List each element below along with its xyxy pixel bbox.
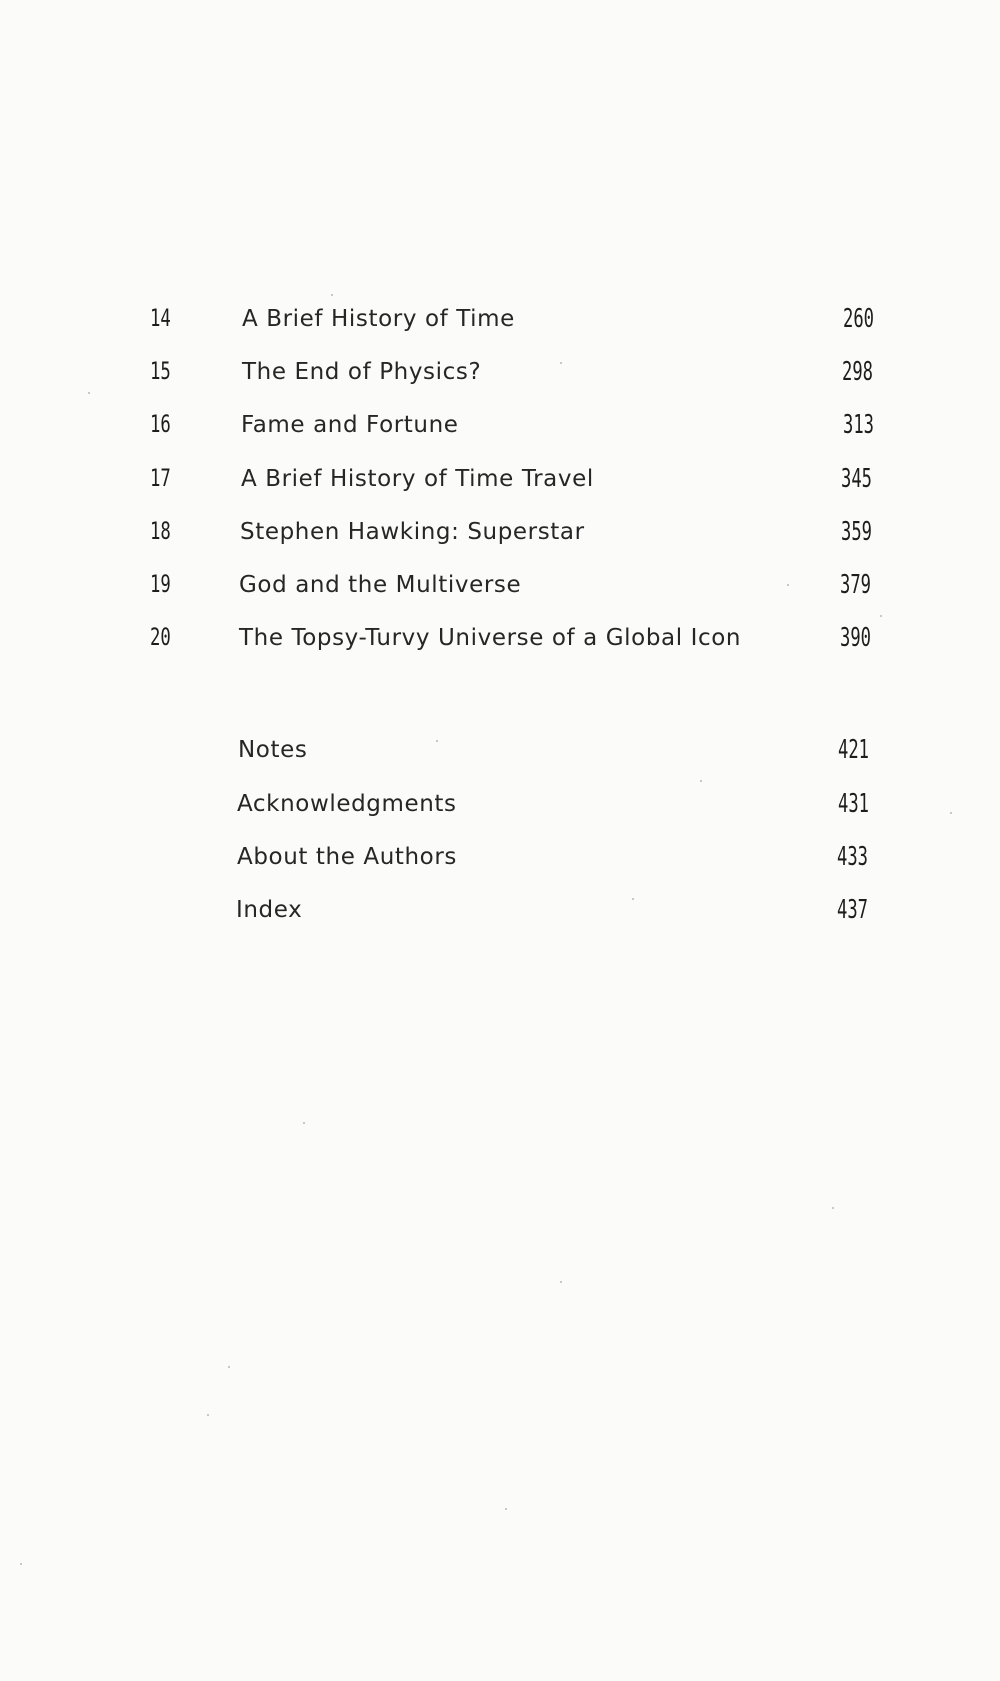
chapter-number: 20 [150, 623, 171, 651]
page-number: 359 [841, 517, 872, 547]
scan-speck [303, 1122, 305, 1124]
scan-speck [632, 898, 634, 900]
page-number: 260 [843, 304, 874, 334]
page-number: 390 [840, 623, 871, 653]
toc-entry[interactable] [0, 464, 1000, 504]
chapter-number: 14 [150, 304, 171, 332]
chapter-title[interactable]: A Brief History of Time Travel [241, 466, 594, 492]
page-number: 345 [841, 464, 872, 494]
toc-entry[interactable] [0, 410, 1000, 450]
chapter-title[interactable]: The End of Physics? [242, 359, 482, 385]
chapter-title[interactable]: The Topsy-Turvy Universe of a Global Icon [239, 625, 742, 651]
scan-speck [228, 1366, 230, 1368]
scan-speck [331, 294, 333, 296]
chapter-title[interactable]: Fame and Fortune [241, 412, 459, 438]
page-number: 313 [843, 410, 874, 440]
page-number: 421 [838, 735, 869, 765]
chapter-number: 18 [150, 517, 171, 545]
toc-backmatter-entry[interactable] [0, 735, 1000, 775]
chapter-number: 17 [150, 464, 171, 492]
chapter-title[interactable]: A Brief History of Time [242, 306, 515, 332]
scan-speck [88, 392, 90, 394]
toc-backmatter-entry[interactable] [0, 842, 1000, 882]
scan-speck [560, 1281, 562, 1283]
chapter-title[interactable]: God and the Multiverse [239, 572, 522, 598]
chapter-number: 19 [150, 570, 171, 598]
toc-entry[interactable] [0, 623, 1000, 663]
scan-speck [436, 740, 438, 742]
toc-backmatter-entry[interactable] [0, 789, 1000, 829]
page-number: 433 [837, 842, 868, 872]
chapter-number: 15 [150, 357, 171, 385]
scan-speck [20, 1563, 22, 1565]
scan-speck [207, 1414, 209, 1416]
backmatter-title[interactable]: About the Authors [237, 844, 457, 870]
scan-speck [700, 780, 702, 782]
scan-speck [880, 615, 882, 617]
scan-speck [787, 584, 789, 586]
backmatter-title[interactable]: Index [236, 897, 303, 923]
chapter-number: 16 [150, 410, 171, 438]
toc-entry[interactable] [0, 570, 1000, 610]
scan-speck [560, 362, 562, 364]
chapter-title[interactable]: Stephen Hawking: Superstar [240, 519, 585, 545]
backmatter-title[interactable]: Acknowledgments [237, 791, 457, 817]
scan-speck [950, 812, 952, 814]
toc-entry[interactable] [0, 304, 1000, 344]
toc-entry[interactable] [0, 517, 1000, 557]
scan-speck [505, 1508, 507, 1510]
page-number: 431 [838, 789, 869, 819]
page-number: 298 [842, 357, 873, 387]
backmatter-title[interactable]: Notes [238, 737, 308, 763]
page-number: 379 [840, 570, 871, 600]
scan-speck [832, 1207, 834, 1209]
toc-backmatter-entry[interactable] [0, 895, 1000, 935]
toc-entry[interactable] [0, 357, 1000, 397]
page-number: 437 [837, 895, 868, 925]
